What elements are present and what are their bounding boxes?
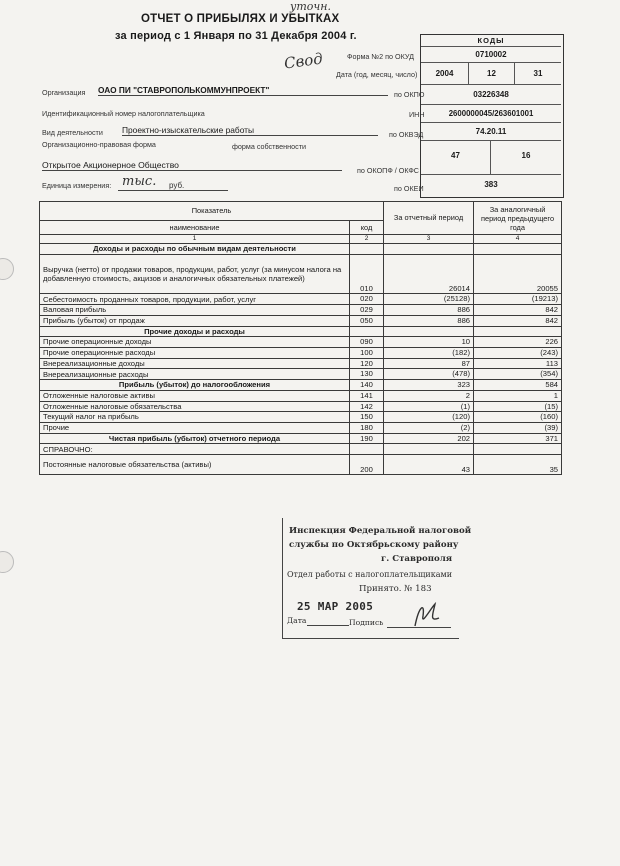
row-name: Доходы и расходы по обычным видам деятельности xyxy=(40,244,350,255)
stamp-line-3: г. Ставрополя xyxy=(381,554,453,564)
row-name: Отложенные налоговые обязательства xyxy=(40,401,350,412)
row-previous-value: (160) xyxy=(474,412,562,423)
handwritten-svod: Свод xyxy=(282,49,324,73)
row-previous-value: 1 xyxy=(474,390,562,401)
okopf-code: 47 xyxy=(421,141,491,175)
ownership-label: форма собственности xyxy=(232,142,307,151)
row-name: Отложенные налоговые активы xyxy=(40,390,350,401)
stamp-line-2: службы по Октябрьскому району xyxy=(289,540,459,550)
row-code xyxy=(350,326,384,337)
row-previous-value xyxy=(474,444,562,455)
table-row xyxy=(40,401,562,412)
table-row xyxy=(40,422,562,433)
row-previous-value: 226 xyxy=(474,337,562,348)
row-current-value: 26014 xyxy=(384,254,474,294)
row-code: 190 xyxy=(350,433,384,444)
row-code: 010 xyxy=(350,254,384,294)
row-previous-value: 20055 xyxy=(474,254,562,294)
inn-label: Идентификационный номер налогоплательщика xyxy=(42,109,205,118)
table-row xyxy=(40,390,562,401)
unit-label: Единица измерения: xyxy=(42,181,112,190)
tax-inspection-stamp xyxy=(282,518,472,639)
row-code: 180 xyxy=(350,422,384,433)
row-code: 130 xyxy=(350,369,384,380)
row-name: Внереализационные расходы xyxy=(40,369,350,380)
row-code: 050 xyxy=(350,315,384,326)
table-row xyxy=(40,244,562,255)
codes-header: КОДЫ xyxy=(421,35,561,47)
date-label: Дата (год, месяц, число) xyxy=(336,70,418,79)
legal-form-label: Организационно-правовая форма xyxy=(42,140,156,149)
row-name: Прочие операционные доходы xyxy=(40,337,350,348)
row-name: СПРАВОЧНО: xyxy=(40,444,350,455)
table-row xyxy=(40,254,562,294)
row-name: Выручка (нетто) от продажи товаров, продукции, работ, услуг (за минусом налога на добавленную стоимость, акцизов и аналогичных обязательных платежей) xyxy=(40,254,350,294)
table-row xyxy=(40,444,562,455)
row-previous-value: 842 xyxy=(474,305,562,316)
row-code xyxy=(350,244,384,255)
row-name: Прибыль (убыток) до налогообложения xyxy=(40,380,350,391)
punch-hole-bottom xyxy=(0,551,14,573)
row-previous-value: 584 xyxy=(474,380,562,391)
table-row xyxy=(40,455,562,475)
row-current-value: 10 xyxy=(384,337,474,348)
row-current-value: 2 xyxy=(384,390,474,401)
row-code: 120 xyxy=(350,358,384,369)
col-current-header: За отчетный период xyxy=(384,202,474,235)
col-num-2: 2 xyxy=(350,235,384,244)
row-code: 200 xyxy=(350,455,384,475)
row-current-value: 886 xyxy=(384,305,474,316)
row-previous-value: (354) xyxy=(474,369,562,380)
activity-label: Вид деятельности xyxy=(42,128,103,137)
report-period: за период с 1 Января по 31 Декабря 2004 г. xyxy=(115,30,357,42)
date-month: 12 xyxy=(469,63,515,85)
okved-label: по ОКВЭД xyxy=(389,130,424,139)
row-code xyxy=(350,444,384,455)
row-previous-value: (15) xyxy=(474,401,562,412)
row-current-value: (120) xyxy=(384,412,474,423)
unit-value: руб. xyxy=(169,181,185,190)
col-num-4: 4 xyxy=(474,235,562,244)
col-indicator-header: Показатель xyxy=(40,202,384,221)
unit-underline xyxy=(118,190,228,191)
activity-value: Проектно-изыскательские работы xyxy=(122,125,378,136)
row-current-value: 87 xyxy=(384,358,474,369)
org-name: ОАО ПИ "СТАВРОПОЛЬКОММУНПРОЕКТ" xyxy=(98,85,388,96)
row-name: Текущий налог на прибыль xyxy=(40,412,350,423)
signature-scribble xyxy=(409,598,443,632)
okopf-label: по ОКОПФ / ОКФС xyxy=(357,166,419,175)
codes-box xyxy=(420,34,564,198)
okved-code: 74.20.11 xyxy=(421,123,561,141)
row-current-value: (25128) xyxy=(384,294,474,305)
punch-hole-top xyxy=(0,258,14,280)
date-day: 31 xyxy=(515,63,561,85)
stamp-sign-label: Подпись xyxy=(349,618,384,627)
table-row xyxy=(40,305,562,316)
okpo-code: 03226348 xyxy=(421,85,561,105)
row-name: Постоянные налоговые обязательства (активы) xyxy=(40,455,350,475)
row-previous-value xyxy=(474,244,562,255)
row-current-value: (182) xyxy=(384,347,474,358)
stamp-line-5: Принято. № 183 xyxy=(359,584,432,594)
row-name: Прочие xyxy=(40,422,350,433)
row-name: Прочие доходы и расходы xyxy=(40,326,350,337)
stamp-line-4: Отдел работы с налогоплательщиками xyxy=(287,570,453,579)
row-current-value xyxy=(384,244,474,255)
table-row xyxy=(40,337,562,348)
stamp-date-line xyxy=(307,625,349,626)
row-current-value xyxy=(384,444,474,455)
stamp-date: 25 МАР 2005 xyxy=(297,600,374,613)
okpo-label: по ОКПО xyxy=(394,90,425,99)
stamp-date-label: Дата xyxy=(287,616,307,625)
row-code: 142 xyxy=(350,401,384,412)
table-row xyxy=(40,433,562,444)
row-code: 141 xyxy=(350,390,384,401)
row-previous-value: (39) xyxy=(474,422,562,433)
row-code: 140 xyxy=(350,380,384,391)
stamp-line-1: Инспекция Федеральной налоговой xyxy=(289,526,472,536)
row-code: 090 xyxy=(350,337,384,348)
col-num-1: 1 xyxy=(40,235,350,244)
okfs-code: 16 xyxy=(491,141,561,175)
row-previous-value xyxy=(474,326,562,337)
row-current-value: 886 xyxy=(384,315,474,326)
table-row xyxy=(40,369,562,380)
row-current-value: (1) xyxy=(384,401,474,412)
row-current-value: 43 xyxy=(384,455,474,475)
table-row xyxy=(40,358,562,369)
org-label: Организация xyxy=(42,88,86,97)
col-num-3: 3 xyxy=(384,235,474,244)
row-name: Внереализационные доходы xyxy=(40,358,350,369)
row-name: Прибыль (убыток) от продаж xyxy=(40,315,350,326)
report-table xyxy=(39,201,562,475)
inn-code-label: ИНН xyxy=(409,110,425,119)
row-current-value: 323 xyxy=(384,380,474,391)
row-name: Прочие операционные расходы xyxy=(40,347,350,358)
row-current-value: 202 xyxy=(384,433,474,444)
okud-label: Форма №2 по ОКУД xyxy=(347,52,414,61)
row-code: 100 xyxy=(350,347,384,358)
row-current-value: (478) xyxy=(384,369,474,380)
inn-code: 2600000045/263601001 xyxy=(421,105,561,123)
row-previous-value: 113 xyxy=(474,358,562,369)
table-row xyxy=(40,347,562,358)
row-name: Валовая прибыль xyxy=(40,305,350,316)
row-previous-value: 842 xyxy=(474,315,562,326)
row-name: Себестоимость проданных товаров, продукции, работ, услуг xyxy=(40,294,350,305)
row-name: Чистая прибыль (убыток) отчетного периода xyxy=(40,433,350,444)
okud-code: 0710002 xyxy=(421,47,561,63)
col-previous-header: За аналогичный период предыдущего года xyxy=(474,202,562,235)
table-row xyxy=(40,315,562,326)
row-previous-value: (19213) xyxy=(474,294,562,305)
row-previous-value: 35 xyxy=(474,455,562,475)
legal-form-value: Открытое Акционерное Общество xyxy=(42,160,342,171)
col-code-header: код xyxy=(350,221,384,235)
date-year: 2004 xyxy=(421,63,469,85)
row-code: 029 xyxy=(350,305,384,316)
row-code: 150 xyxy=(350,412,384,423)
report-title: ОТЧЕТ О ПРИБЫЛЯХ И УБЫТКАХ xyxy=(141,13,340,25)
row-previous-value: (243) xyxy=(474,347,562,358)
row-current-value xyxy=(384,326,474,337)
handwritten-note-top: уточн. xyxy=(290,0,332,13)
row-current-value: (2) xyxy=(384,422,474,433)
col-name-header: наименование xyxy=(40,221,350,235)
table-row xyxy=(40,380,562,391)
okei-code: 383 xyxy=(484,180,498,189)
okei-label: по ОКЕИ xyxy=(394,184,424,193)
unit-handwritten: тыс. xyxy=(122,174,157,189)
table-row xyxy=(40,294,562,305)
table-row xyxy=(40,326,562,337)
table-row xyxy=(40,412,562,423)
row-code: 020 xyxy=(350,294,384,305)
row-previous-value: 371 xyxy=(474,433,562,444)
